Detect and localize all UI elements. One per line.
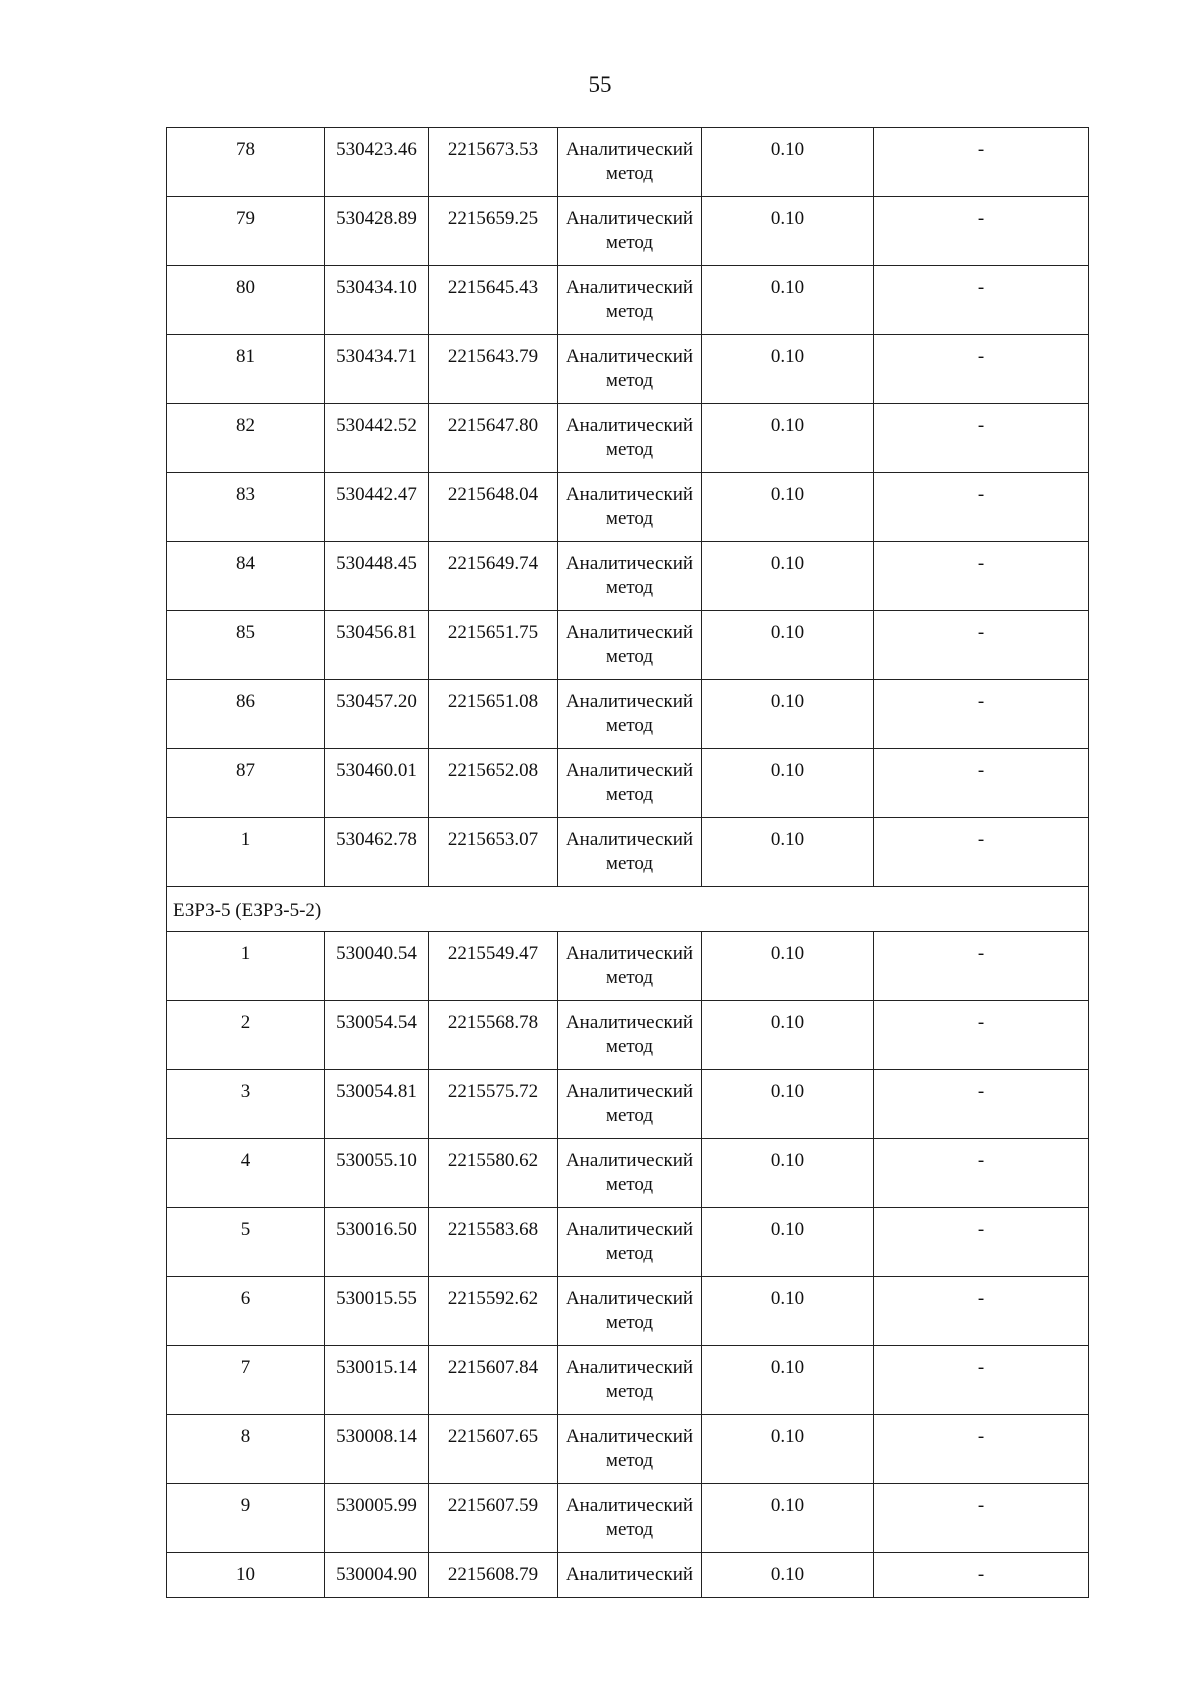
method-line: Аналитический — [565, 1012, 694, 1033]
accuracy-cell: 0.10 — [702, 266, 874, 335]
x-coordinate-cell: 530008.14 — [325, 1415, 429, 1484]
accuracy-cell: 0.10 — [702, 818, 874, 887]
note-cell: - — [874, 1346, 1089, 1415]
y-coordinate-cell: 2215607.84 — [429, 1346, 558, 1415]
x-coordinate-cell: 530460.01 — [325, 749, 429, 818]
y-coordinate-cell: 2215580.62 — [429, 1139, 558, 1208]
method-cell — [558, 1208, 702, 1277]
x-coordinate-cell: 530462.78 — [325, 818, 429, 887]
method-line: метод — [605, 1450, 654, 1471]
note-cell: - — [874, 932, 1089, 1001]
method-line: метод — [605, 1312, 654, 1333]
accuracy-cell: 0.10 — [702, 1346, 874, 1415]
x-coordinate-cell: 530457.20 — [325, 680, 429, 749]
point-number-cell: 82 — [167, 404, 325, 473]
accuracy-cell: 0.10 — [702, 1415, 874, 1484]
method-cell — [558, 404, 702, 473]
method-line: Аналитический — [565, 1150, 694, 1171]
x-coordinate-cell: 530442.47 — [325, 473, 429, 542]
method-line: Аналитический — [565, 1495, 694, 1516]
x-coordinate-cell: 530442.52 — [325, 404, 429, 473]
accuracy-cell: 0.10 — [702, 404, 874, 473]
accuracy-cell: 0.10 — [702, 335, 874, 404]
point-number-cell: 79 — [167, 197, 325, 266]
method-line: метод — [605, 1036, 654, 1057]
method-line: метод — [605, 784, 654, 805]
method-line: Аналитический — [565, 553, 694, 574]
x-coordinate-cell: 530055.10 — [325, 1139, 429, 1208]
table-row — [167, 1346, 1089, 1415]
x-coordinate-cell: 530015.14 — [325, 1346, 429, 1415]
method-cell — [558, 1415, 702, 1484]
method-line: метод — [605, 1174, 654, 1195]
point-number-cell: 4 — [167, 1139, 325, 1208]
page-number: 55 — [588, 72, 612, 97]
accuracy-cell: 0.10 — [702, 1277, 874, 1346]
method-cell — [558, 611, 702, 680]
y-coordinate-cell: 2215649.74 — [429, 542, 558, 611]
method-cell — [558, 1553, 702, 1598]
x-coordinate-cell: 530005.99 — [325, 1484, 429, 1553]
accuracy-cell: 0.10 — [702, 680, 874, 749]
note-cell: - — [874, 680, 1089, 749]
method-line: Аналитический — [565, 139, 694, 160]
table-row — [167, 1070, 1089, 1139]
accuracy-cell: 0.10 — [702, 542, 874, 611]
method-line: Аналитический — [565, 277, 694, 298]
y-coordinate-cell: 2215608.79 — [429, 1553, 558, 1598]
method-cell — [558, 542, 702, 611]
method-line: Аналитический — [565, 208, 694, 229]
accuracy-cell: 0.10 — [702, 932, 874, 1001]
method-cell — [558, 1001, 702, 1070]
method-line: метод — [605, 577, 654, 598]
method-line: метод — [605, 439, 654, 460]
note-cell: - — [874, 611, 1089, 680]
method-line: Аналитический — [565, 1219, 694, 1240]
method-cell — [558, 197, 702, 266]
method-line: Аналитический — [565, 622, 694, 643]
note-cell: - — [874, 1415, 1089, 1484]
note-cell: - — [874, 473, 1089, 542]
method-line: Аналитический — [565, 346, 694, 367]
table-row — [167, 611, 1089, 680]
table-row — [167, 680, 1089, 749]
method-line: метод — [605, 1381, 654, 1402]
note-cell: - — [874, 1484, 1089, 1553]
y-coordinate-cell: 2215583.68 — [429, 1208, 558, 1277]
method-cell — [558, 1277, 702, 1346]
method-cell — [558, 335, 702, 404]
note-cell: - — [874, 542, 1089, 611]
table-row — [167, 1484, 1089, 1553]
table-row — [167, 749, 1089, 818]
method-line: Аналитический — [565, 1081, 694, 1102]
method-line: метод — [605, 1105, 654, 1126]
x-coordinate-cell: 530040.54 — [325, 932, 429, 1001]
y-coordinate-cell: 2215607.65 — [429, 1415, 558, 1484]
method-line: метод — [605, 646, 654, 667]
note-cell: - — [874, 1070, 1089, 1139]
table-row — [167, 1001, 1089, 1070]
table-row — [167, 335, 1089, 404]
accuracy-cell: 0.10 — [702, 1001, 874, 1070]
table-row — [167, 1277, 1089, 1346]
point-number-cell: 1 — [167, 932, 325, 1001]
point-number-cell: 80 — [167, 266, 325, 335]
method-line: метод — [605, 508, 654, 529]
method-line: Аналитический — [565, 1357, 694, 1378]
point-number-cell: 86 — [167, 680, 325, 749]
table-row — [167, 932, 1089, 1001]
note-cell: - — [874, 1001, 1089, 1070]
accuracy-cell: 0.10 — [702, 749, 874, 818]
table-row — [167, 542, 1089, 611]
table-row — [167, 818, 1089, 887]
method-line: Аналитический — [565, 943, 694, 964]
x-coordinate-cell: 530054.54 — [325, 1001, 429, 1070]
point-number-cell: 3 — [167, 1070, 325, 1139]
point-number-cell: 8 — [167, 1415, 325, 1484]
x-coordinate-cell: 530434.10 — [325, 266, 429, 335]
point-number-cell: 1 — [167, 818, 325, 887]
method-line: Аналитический — [565, 1288, 694, 1309]
x-coordinate-cell: 530448.45 — [325, 542, 429, 611]
accuracy-cell: 0.10 — [702, 1208, 874, 1277]
y-coordinate-cell: 2215659.25 — [429, 197, 558, 266]
accuracy-cell: 0.10 — [702, 197, 874, 266]
method-line: метод — [605, 301, 654, 322]
point-number-cell: 7 — [167, 1346, 325, 1415]
table-row — [167, 1139, 1089, 1208]
table-row — [167, 197, 1089, 266]
y-coordinate-cell: 2215607.59 — [429, 1484, 558, 1553]
section-header-row — [167, 887, 1089, 932]
method-cell — [558, 680, 702, 749]
x-coordinate-cell: 530016.50 — [325, 1208, 429, 1277]
note-cell: - — [874, 1277, 1089, 1346]
note-cell: - — [874, 1208, 1089, 1277]
method-line: Аналитический — [565, 1426, 694, 1447]
point-number-cell: 81 — [167, 335, 325, 404]
section-label: ЕЗРЗ-5 (ЕЗРЗ-5-2) — [167, 887, 1089, 932]
table-row — [167, 404, 1089, 473]
method-line: метод — [605, 163, 654, 184]
y-coordinate-cell: 2215643.79 — [429, 335, 558, 404]
accuracy-cell: 0.10 — [702, 128, 874, 197]
method-line: метод — [605, 853, 654, 874]
accuracy-cell: 0.10 — [702, 473, 874, 542]
point-number-cell: 10 — [167, 1553, 325, 1598]
method-line: Аналитический — [565, 760, 694, 781]
y-coordinate-cell: 2215549.47 — [429, 932, 558, 1001]
method-cell — [558, 1139, 702, 1208]
y-coordinate-cell: 2215647.80 — [429, 404, 558, 473]
method-cell — [558, 818, 702, 887]
y-coordinate-cell: 2215592.62 — [429, 1277, 558, 1346]
method-cell — [558, 473, 702, 542]
method-cell — [558, 1484, 702, 1553]
method-line: метод — [605, 715, 654, 736]
y-coordinate-cell: 2215673.53 — [429, 128, 558, 197]
accuracy-cell: 0.10 — [702, 611, 874, 680]
point-number-cell: 78 — [167, 128, 325, 197]
method-line: метод — [605, 1243, 654, 1264]
table-row — [167, 1415, 1089, 1484]
method-line: метод — [605, 370, 654, 391]
y-coordinate-cell: 2215648.04 — [429, 473, 558, 542]
x-coordinate-cell: 530456.81 — [325, 611, 429, 680]
method-line: Аналитический — [565, 829, 694, 850]
method-cell — [558, 932, 702, 1001]
coordinates-table-body — [167, 128, 1089, 1598]
table-row — [167, 1553, 1089, 1598]
coordinates-table — [166, 127, 1089, 1598]
y-coordinate-cell: 2215568.78 — [429, 1001, 558, 1070]
x-coordinate-cell: 530015.55 — [325, 1277, 429, 1346]
y-coordinate-cell: 2215651.75 — [429, 611, 558, 680]
table-row — [167, 128, 1089, 197]
x-coordinate-cell: 530054.81 — [325, 1070, 429, 1139]
note-cell: - — [874, 1139, 1089, 1208]
x-coordinate-cell: 530004.90 — [325, 1553, 429, 1598]
table-row — [167, 266, 1089, 335]
method-line: метод — [605, 967, 654, 988]
method-line: Аналитический — [565, 484, 694, 505]
point-number-cell: 85 — [167, 611, 325, 680]
note-cell: - — [874, 749, 1089, 818]
method-line: Аналитический — [565, 691, 694, 712]
method-line: метод — [605, 1519, 654, 1540]
note-cell: - — [874, 335, 1089, 404]
method-cell — [558, 128, 702, 197]
y-coordinate-cell: 2215575.72 — [429, 1070, 558, 1139]
table-row — [167, 473, 1089, 542]
point-number-cell: 9 — [167, 1484, 325, 1553]
point-number-cell: 6 — [167, 1277, 325, 1346]
point-number-cell: 83 — [167, 473, 325, 542]
x-coordinate-cell: 530428.89 — [325, 197, 429, 266]
note-cell: - — [874, 404, 1089, 473]
accuracy-cell: 0.10 — [702, 1553, 874, 1598]
note-cell: - — [874, 818, 1089, 887]
method-cell — [558, 749, 702, 818]
note-cell: - — [874, 128, 1089, 197]
note-cell: - — [874, 197, 1089, 266]
point-number-cell: 87 — [167, 749, 325, 818]
method-cell — [558, 1346, 702, 1415]
note-cell: - — [874, 1553, 1089, 1598]
method-line: метод — [605, 232, 654, 253]
accuracy-cell: 0.10 — [702, 1484, 874, 1553]
point-number-cell: 84 — [167, 542, 325, 611]
table-row — [167, 1208, 1089, 1277]
y-coordinate-cell: 2215652.08 — [429, 749, 558, 818]
accuracy-cell: 0.10 — [702, 1070, 874, 1139]
method-line: Аналитический — [565, 415, 694, 436]
point-number-cell: 5 — [167, 1208, 325, 1277]
y-coordinate-cell: 2215653.07 — [429, 818, 558, 887]
accuracy-cell: 0.10 — [702, 1139, 874, 1208]
method-cell — [558, 1070, 702, 1139]
point-number-cell: 2 — [167, 1001, 325, 1070]
y-coordinate-cell: 2215645.43 — [429, 266, 558, 335]
method-cell — [558, 266, 702, 335]
method-line: Аналитический — [565, 1564, 694, 1585]
x-coordinate-cell: 530423.46 — [325, 128, 429, 197]
x-coordinate-cell: 530434.71 — [325, 335, 429, 404]
note-cell: - — [874, 266, 1089, 335]
y-coordinate-cell: 2215651.08 — [429, 680, 558, 749]
